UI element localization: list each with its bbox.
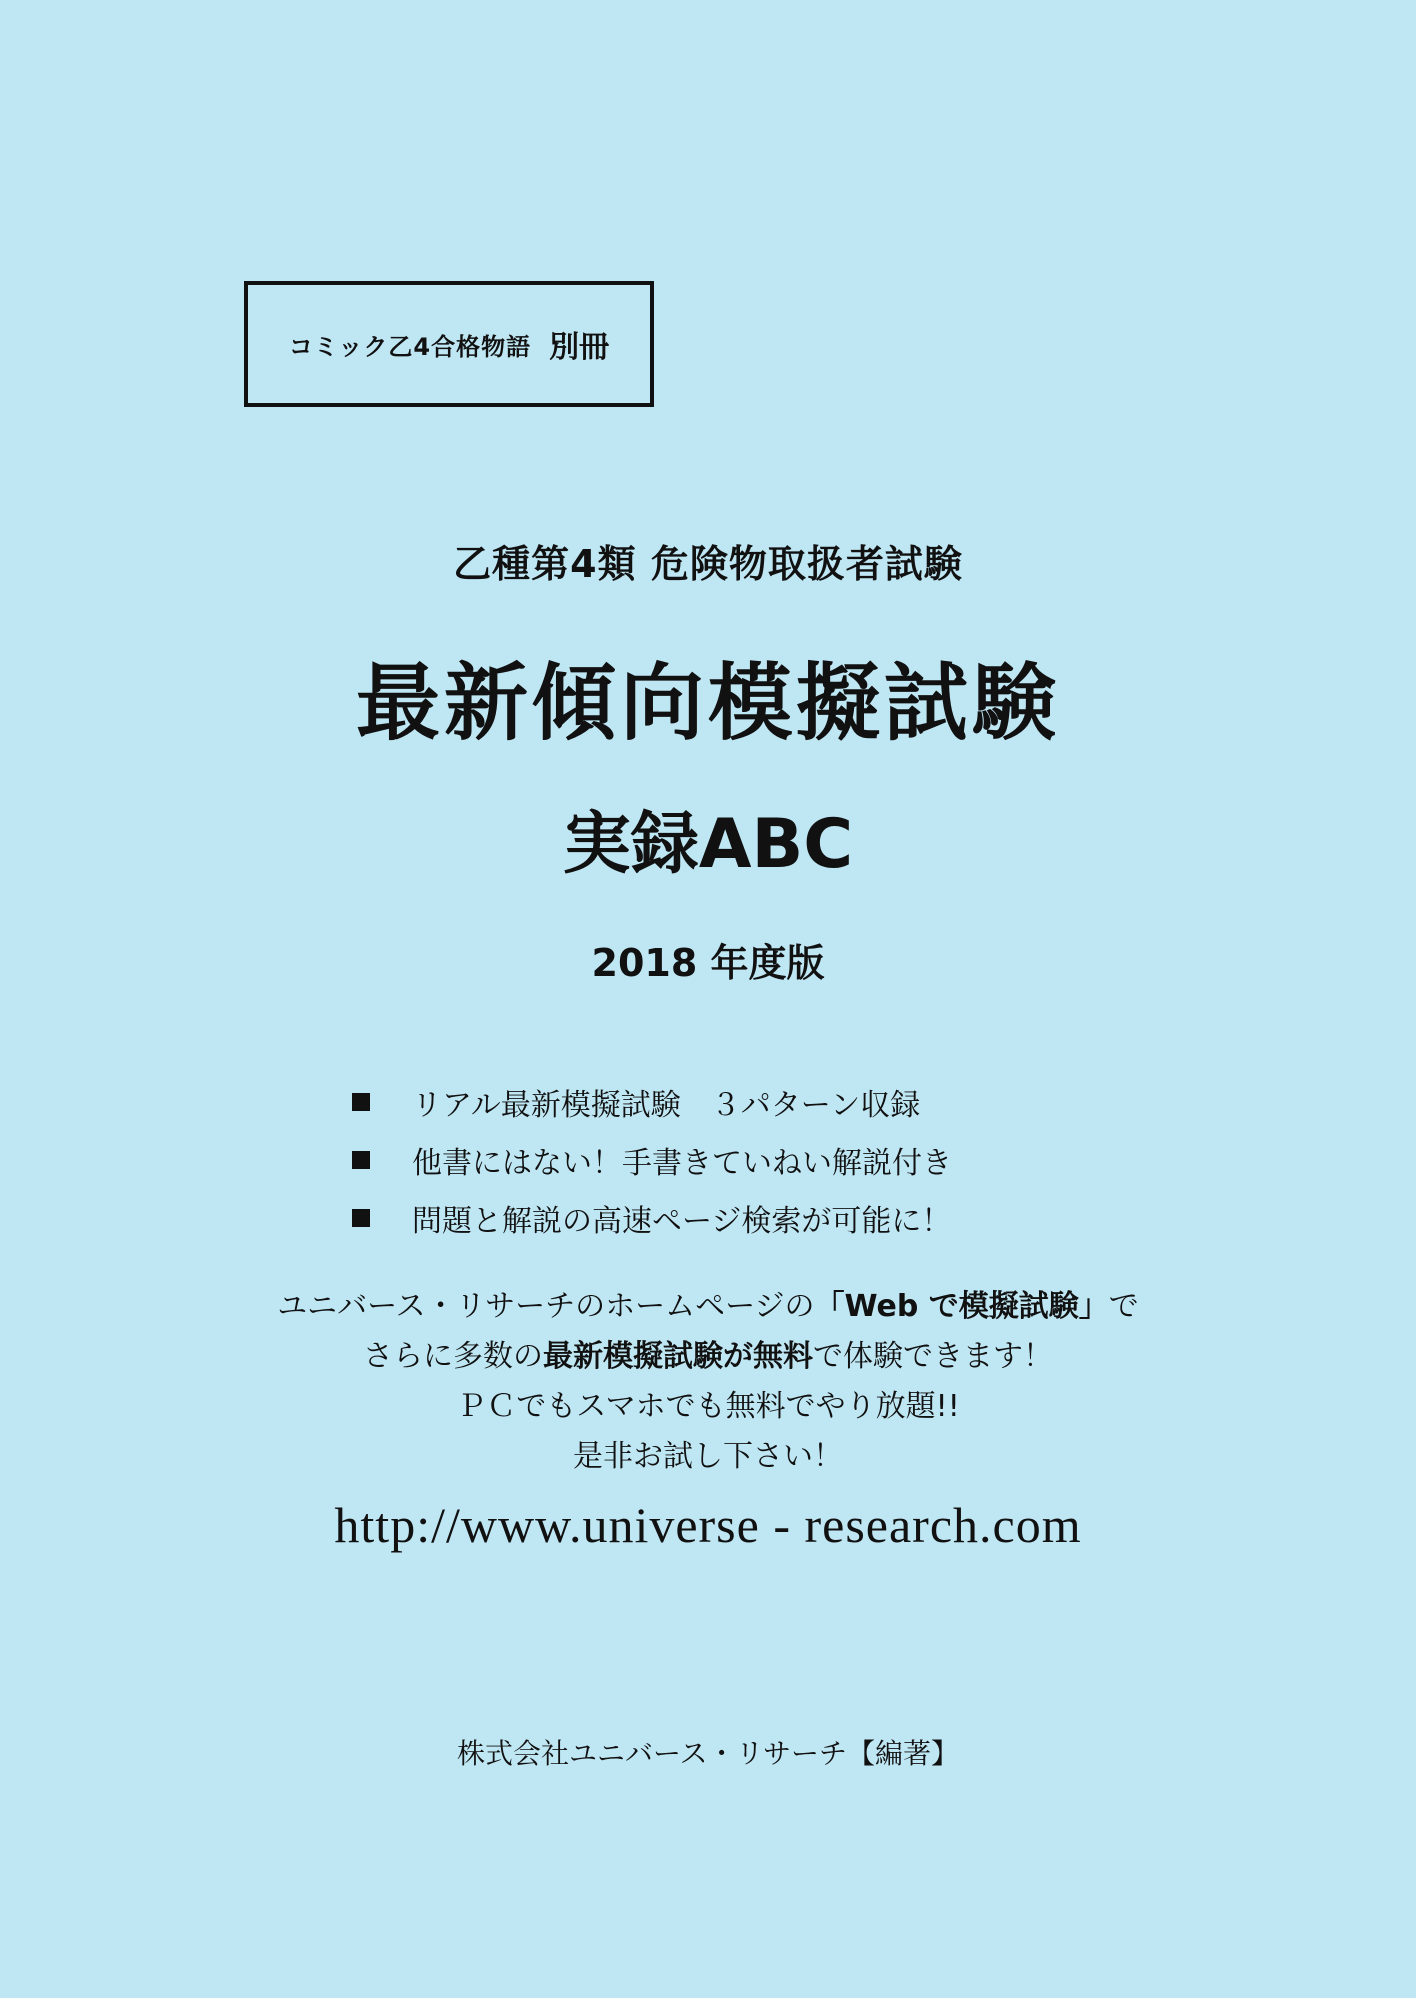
feature-text: リアル最新模擬試験 ３パターン収録 xyxy=(412,1088,921,1123)
series-name: コミック乙4合格物語 xyxy=(288,332,532,361)
square-bullet-icon xyxy=(352,1093,370,1111)
square-bullet-icon xyxy=(352,1151,370,1169)
promo-text-segment: で体験できます！ xyxy=(813,1339,1053,1374)
promo-text-segment: で xyxy=(1108,1289,1139,1324)
feature-text: 問題と解説の高速ページ検索が可能に！ xyxy=(412,1204,952,1239)
feature-item xyxy=(352,1131,952,1189)
feature-text: 他書にはない！手書きていねい解説付き xyxy=(412,1146,952,1181)
promo-web-exam-highlight: 「Web で模擬試験」 xyxy=(814,1289,1109,1324)
promo-free-highlight: 最新模擬試験が無料 xyxy=(543,1339,813,1374)
square-bullet-icon xyxy=(352,1209,370,1227)
promo-text xyxy=(0,1282,1416,1482)
sub-title: 実録ABC xyxy=(562,805,854,884)
feature-list xyxy=(352,1073,952,1247)
main-title: 最新傾向模擬試験 xyxy=(355,654,1060,752)
series-label-box xyxy=(244,281,654,407)
promo-text-segment: さらに多数の xyxy=(363,1339,543,1374)
exam-name: 乙種第4類 危険物取扱者試験 xyxy=(453,542,963,586)
promo-line-2 xyxy=(0,1332,1416,1382)
promo-line-4: 是非お試し下さい！ xyxy=(573,1439,843,1474)
feature-item xyxy=(352,1073,952,1131)
edition-label: 2018 年度版 xyxy=(591,941,825,985)
website-url[interactable]: http://www.universe - research.com xyxy=(334,1497,1082,1553)
publisher-credit: 株式会社ユニバース・リサーチ【編著】 xyxy=(456,1737,960,1770)
promo-text-segment: ユニバース・リサーチのホームページの xyxy=(277,1289,815,1324)
series-suffix: 別冊 xyxy=(549,330,610,365)
feature-item xyxy=(352,1189,952,1247)
promo-line-3: ＰＣでもスマホでも無料でやり放題!! xyxy=(456,1389,960,1424)
promo-line-1 xyxy=(0,1282,1416,1332)
